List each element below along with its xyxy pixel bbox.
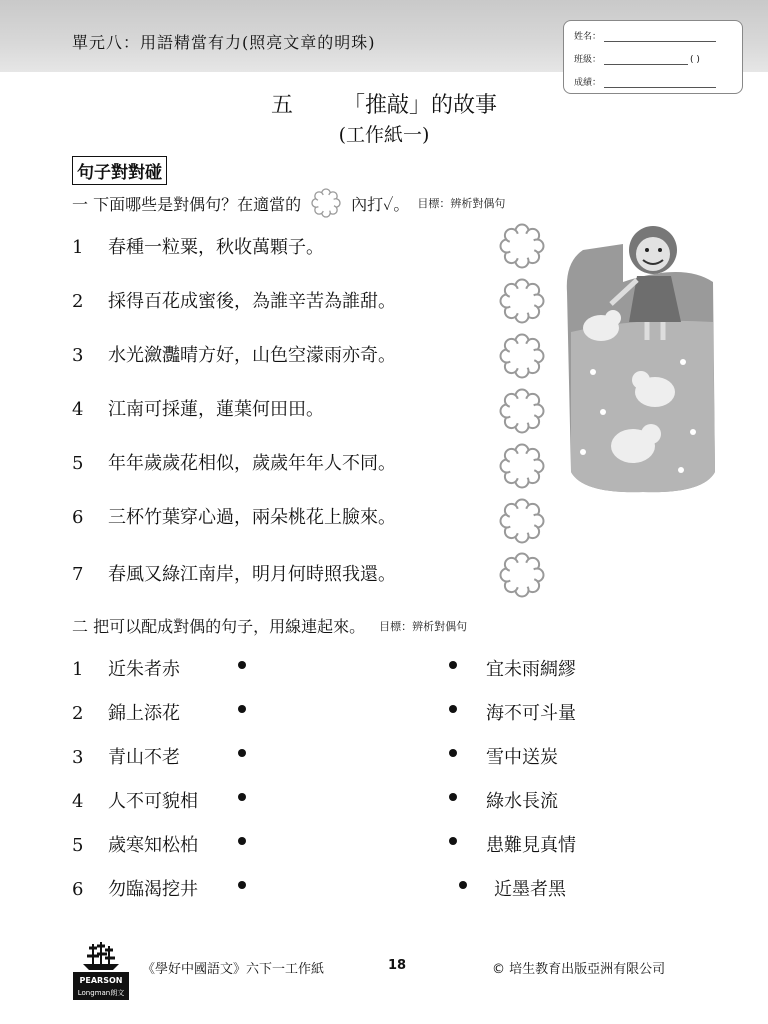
flower-checkbox[interactable] [499,552,545,598]
right-phrase: 宜未雨綢繆 [486,659,576,680]
page-title [0,88,768,119]
page-subtitle: (工作紙一) [338,124,430,146]
sentence-item: 4 江南可採蓮，蓮葉何田田。 [72,399,324,420]
right-dot[interactable] [449,661,457,669]
sentence-item: 3 水光瀲灩晴方好，山色空濛雨亦奇。 [72,345,396,366]
footer-book-title: 《學好中國語文》六下一工作紙 [142,962,325,977]
part1-question-end: 內打✓。 [351,194,410,214]
left-dot[interactable] [238,837,246,845]
name-field[interactable] [604,32,716,42]
flower-checkbox[interactable] [499,278,545,324]
sentence-item: 2 採得百花成蜜後，為誰辛苦為誰甜。 [72,291,396,312]
sentence-item: 1 春種一粒粟，秋收萬顆子。 [72,237,324,258]
left-phrase: 2 錦上添花 [72,703,180,724]
flower-checkbox[interactable] [499,388,545,434]
right-phrase: 雪中送炭 [486,747,558,768]
score-field[interactable] [604,78,716,88]
left-dot[interactable] [238,749,246,757]
part1-objective: 目標：辨析對偶句 [417,197,506,210]
right-phrase: 近墨者黑 [494,879,566,900]
right-dot[interactable] [449,793,457,801]
score-label: 成績： [574,78,602,88]
sentence-item: 6 三杯竹葉穿心過，兩朵桃花上臉來。 [72,507,396,528]
left-phrase: 3 青山不老 [72,747,180,768]
right-dot[interactable] [449,749,457,757]
left-dot[interactable] [238,793,246,801]
left-dot[interactable] [238,705,246,713]
right-dot[interactable] [459,881,467,889]
left-phrase: 1 近朱者赤 [72,659,180,680]
sentence-item: 5 年年歲歲花相似，歲歲年年人不同。 [72,453,396,474]
section-label: 句子對對碰 [72,156,167,185]
flower-checkbox[interactable] [499,498,545,544]
left-dot[interactable] [238,881,246,889]
footer-publisher: © 培生教育出版亞洲有限公司 [492,962,666,977]
left-dot[interactable] [238,661,246,669]
right-dot[interactable] [449,705,457,713]
part2-question [72,614,467,637]
page-number: 18 [388,958,407,973]
student-info-box [563,20,743,94]
class-row [574,52,700,65]
unit-title: 單元八：用語精當有力(照亮文章的明珠) [72,33,376,52]
part1-question [72,188,505,218]
flower-checkbox[interactable] [499,223,545,269]
name-row [574,29,716,42]
flower-example-icon [311,188,341,218]
logo-subtext: Longman朗文 [77,989,125,997]
right-phrase: 患難見真情 [486,835,576,856]
left-phrase: 6 勿臨渴挖井 [72,879,198,900]
title-number: 五 [270,93,293,118]
left-phrase: 4 人不可貌相 [72,791,198,812]
class-label: 班級： [574,55,602,65]
part2-question-text: 二 把可以配成對偶的句子，用線連起來。 [72,617,366,636]
right-dot[interactable] [449,837,457,845]
class-number-paren: ( ) [690,55,700,65]
right-phrase: 海不可斗量 [486,703,576,724]
flower-checkbox[interactable] [499,443,545,489]
right-phrase: 綠水長流 [486,791,558,812]
name-label: 姓名： [574,32,602,42]
sentence-item: 7 春風又綠江南岸，明月何時照我還。 [72,564,396,585]
pearson-longman-logo [73,940,129,1000]
logo-text: PEARSON [79,976,123,985]
flower-checkbox[interactable] [499,333,545,379]
left-phrase: 5 歲寒知松柏 [72,835,198,856]
class-field[interactable] [604,55,688,65]
title-text: 「推敲」的故事 [343,93,498,118]
score-row [574,75,716,88]
girl-ducks-illustration [563,222,716,496]
part2-objective: 目標：辨析對偶句 [379,619,468,633]
part1-question-text: 一 下面哪些是對偶句？在適當的 [72,194,302,214]
